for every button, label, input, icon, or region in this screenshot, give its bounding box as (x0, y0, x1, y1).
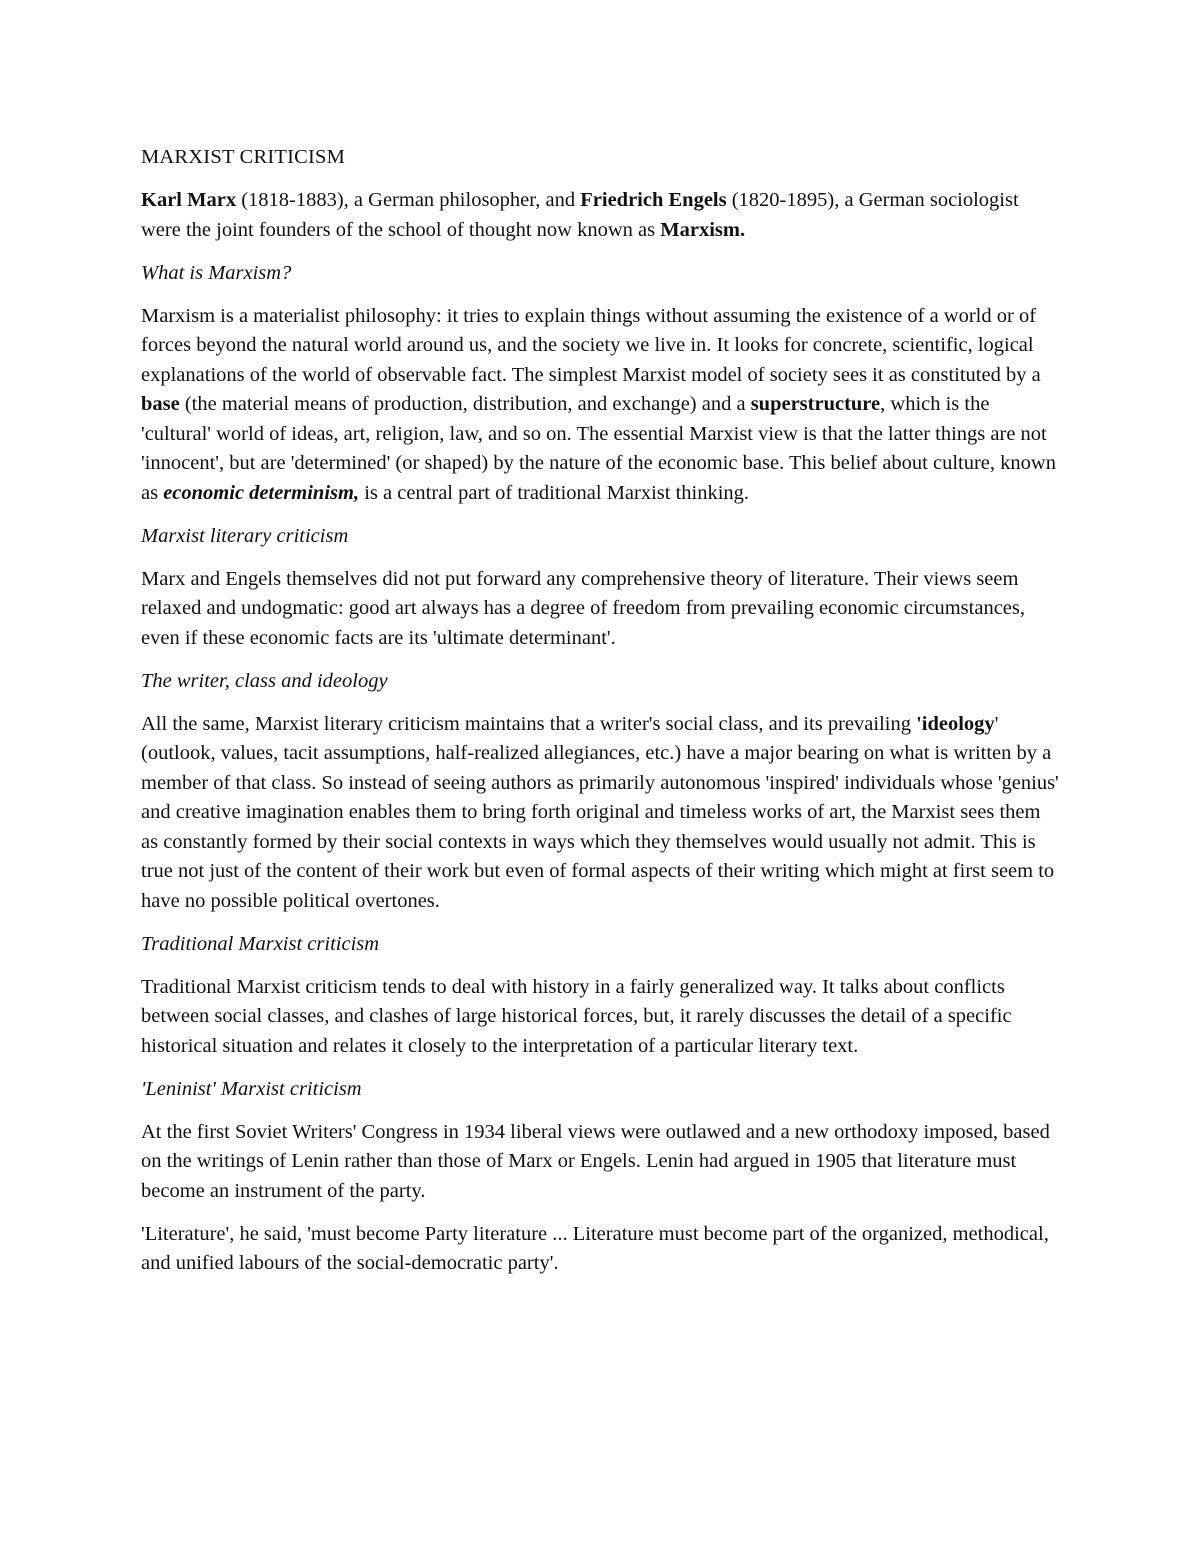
marxism-term: Marxism. (660, 218, 746, 241)
paragraph-writer-class-ideology (141, 710, 1061, 917)
heading-leninist-criticism: 'Leninist' Marxist criticism (141, 1077, 362, 1100)
engels-description: (1820-1895), a German sociologist were the joint founders of the school of thought now known as (141, 189, 1019, 241)
engels-name: Friedrich Engels (580, 189, 727, 211)
paragraph-leninist-criticism: At the first Soviet Writers' Congress in 1934 liberal views were outlawed and a new orthodoxy imposed, based on the writings of Lenin rather than those of Marx or Engels. Lenin had argued in 1905 that literature must become an instrument of the party. (141, 1120, 1050, 1202)
term-superstructure: superstructure (750, 393, 881, 415)
paragraph-literary-criticism: Marx and Engels themselves did not put forward any comprehensive theory of literature. Their views seem relaxed and undogmatic: good art always has a degree of freedom from prevailing economic circumstances, even if these economic facts are its 'ultimate determinant'. (141, 567, 1026, 649)
heading-writer-class-ideology: The writer, class and ideology (141, 669, 388, 692)
paragraph-traditional-criticism: Traditional Marxist criticism tends to deal with history in a fairly generalized way. It talks about conflicts between social classes, and clashes of large historical forces, but, it rarely discusses the detail of a specific historical situation and relates it closely to the interpretation of a particular literary text. (141, 975, 1012, 1057)
intro-paragraph (141, 186, 1061, 245)
term-economic-determinism: economic determinism, (163, 481, 360, 504)
marx-name: Karl Marx (141, 189, 237, 211)
what-is-text-2: (the material means of production, distribution, and exchange) and a (179, 393, 751, 415)
term-ideology: 'ideology (916, 712, 995, 735)
document-page (141, 143, 1061, 1292)
what-is-text-4: is a central part of traditional Marxist thinking. (359, 481, 750, 504)
heading-traditional-criticism: Traditional Marxist criticism (141, 932, 380, 955)
paragraph-lenin-quote: 'Literature', he said, 'must become Party literature ... Literature must become part of the organized, methodical, and unified labours of the social-democratic party'. (141, 1222, 1049, 1274)
heading-what-is-marxism: What is Marxism? (141, 261, 292, 284)
term-base: base (141, 393, 180, 415)
what-is-text-3: , which is the 'cultural' world of ideas, art, religion, law, and so on. The essential Marxist view is that the latter things are not 'innocent', but are 'determined' (or shaped) by the nature of the economic base. This belief about culture, known as (141, 393, 1056, 504)
marx-description: (1818-1883), a German philosopher, and (236, 189, 581, 211)
heading-literary-criticism: Marxist literary criticism (141, 524, 349, 547)
writer-text-1: All the same, Marxist literary criticism maintains that a writer's social class, and its prevailing (141, 712, 917, 735)
what-is-text-1: Marxism is a materialist philosophy: it tries to explain things without assuming the existence of a world or of forces beyond the natural world around us, and the society we live in. It looks for concrete, scientific, logical explanations of the world of observable fact. The simplest Marxist model of society sees it as constituted by a (141, 304, 1041, 386)
document-title: MARXIST CRITICISM (141, 146, 346, 168)
paragraph-what-is-marxism (141, 302, 1061, 509)
writer-text-2: ' (outlook, values, tacit assumptions, half-realized allegiances, etc.) have a major bearing on what is written by a member of that class. So instead of seeing authors as primarily autonomous 'inspired' individuals whose 'genius' and creative imagination enables them to bring forth original and timeless works of art, the Marxist sees them as constantly formed by their social contexts in ways which they themselves would usually not admit. This is true not just of the content of their work but even of formal aspects of their writing which might at first seem to have no possible political overtones. (141, 712, 1059, 912)
